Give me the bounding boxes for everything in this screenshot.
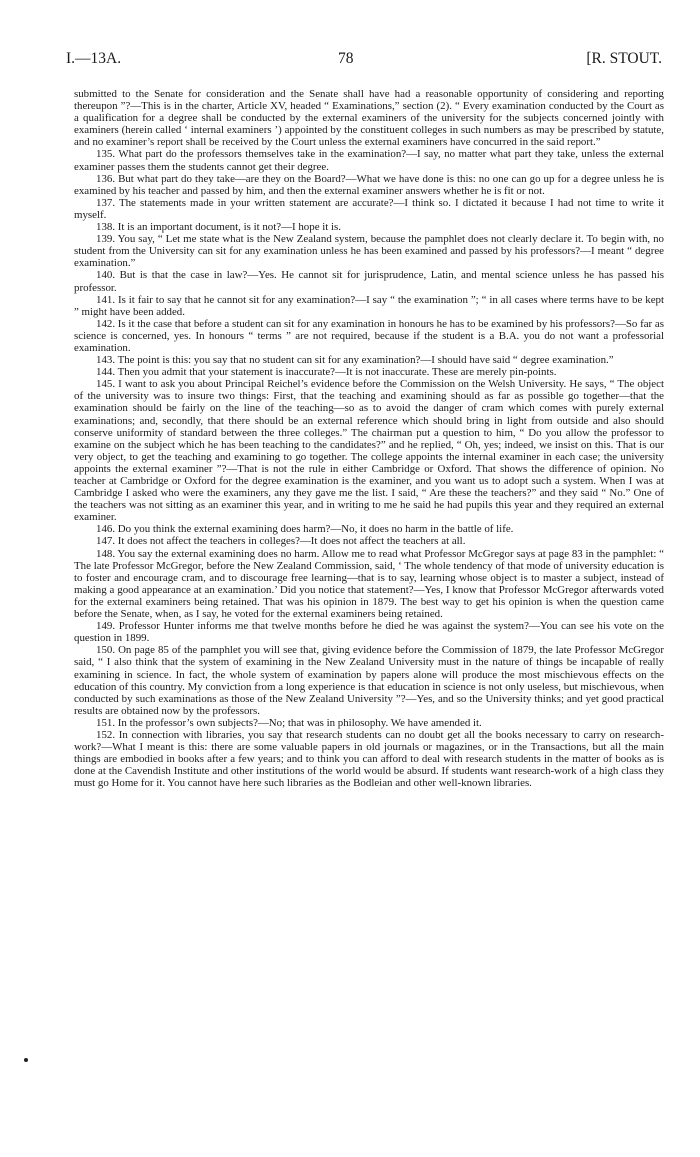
paragraph: 149. Professor Hunter informs me that twelve months before he died he was against the system?—You can see his vote on the question in 1899.: [74, 620, 664, 645]
paragraph: 140. But is that the case in law?—Yes. He cannot sit for jurisprudence, Latin, and mental science unless he has passed his professor.: [74, 269, 664, 294]
paragraph: 147. It does not affect the teachers in colleges?—It does not affect the teachers at all.: [96, 535, 466, 548]
page-header: [66, 50, 662, 76]
paragraph: 136. But what part do they take—are they on the Board?—What we have done is this: no one can go up for a degree unless he is examined by his teacher and passed by him, and then the external examiner answers whether he is fit or not.: [74, 172, 664, 197]
page-number: 78: [338, 50, 354, 67]
paragraph: 145. I want to ask you about Principal Reichel’s evidence before the Commission on the Welsh University. He says, “ The object of the university was to insure two things: First, that the teaching and examining should as far as possible go together—that the examination should be fairly on the line of the teaching—so as to avoid the danger of cram which comes with purely external examinations; and, secondly, that there should be an external reference which should bring in light from outside and also should conserve uniformity of standard between the three colleges.” The chairman put a question to him, “ Do you allow the professor to examine on the subject which he has been teaching to the candidates?” and he replied, “ Oh, yes; indeed, we insist on this. That is our very object, to get the teaching and examining to go together. The college appoints the internal examiner in each case; the university appoints the external examiner ”?—That is not the rule in either Cambridge or Oxford. That shows the difference of opinion. No teacher at Cambridge or Oxford for the degree examination is the examiner, and you want us to adopt such a system. When I was at Cambridge I asked who were the examiners, any they gave me the list. I said, “ Are these the teachers?” and they said “ No.” One of the teachers was not sitting as an examiner this year, and in writing to me he said he had pupils this year and they required an external examiner.: [74, 378, 664, 524]
paragraph: 144. Then you admit that your statement is inaccurate?—It is not inaccurate. These are merely pin-points.: [96, 366, 557, 379]
margin-mark: [24, 1058, 28, 1062]
testimony-text: [74, 88, 664, 789]
paragraph: 152. In connection with libraries, you say that research students can no doubt get all the books necessary to carry on research-work?—What I meant is this: there are some valuable papers in old journals or magazines, or in the Transactions, but all the main things are embodied in books after a few years; and to think you can afford to deal with research students in the matter of books as is done at the Cavendish Institute and other institutions of the world would be absurd. If students want research-work of a high class they must go Home for it. You cannot have here such libraries as the Bodleian and other well-known libraries.: [74, 728, 664, 790]
paper-reference: I.—13A.: [66, 50, 122, 67]
paragraph: 142. Is it the case that before a student can sit for any examination in honours he has to be examined by his professors?—So far as science is concerned, yes. In honours “ terms ” are not required, because if the student is a B.A. you do not want a professorial examination.: [74, 317, 664, 354]
paragraph: 138. It is an important document, is it not?—I hope it is.: [96, 221, 342, 234]
paragraph: 148. You say the external examining does no harm. Allow me to read what Professor McGregor says at page 83 in the pamphlet: “ The late Professor McGregor, before the New Zealand Commission, said, ‘ The whole tendency of that mode of university education is to foster and encourage cram, and to discourage free learning—that is to say, learning whose object is to master a subject, instead of making a good appearance at an examination.’ Did you notice that statement?—Yes, I know that Professor McGregor afterwards voted for the external examiners being retained. That was his opinion in 1879. The best way to get his opinion is when the question came before the Senate, when, as I say, he voted for the external examiners being retained.: [74, 547, 664, 621]
paragraph: 143. The point is this: you say that no student can sit for any examination?—I should have said “ degree examination.”: [96, 354, 614, 367]
witness-name: [R. STOUT.: [586, 50, 662, 67]
paragraph: 135. What part do the professors themselves take in the examination?—I say, no matter what part they take, unless the external examiner passes them the students cannot get their degree.: [74, 148, 664, 173]
paragraph: 151. In the professor’s own subjects?—No; that was in philosophy. We have amended it.: [96, 716, 482, 729]
paragraph: 141. Is it fair to say that he cannot sit for any examination?—I say “ the examination ”; “ in all cases where terms have to be kept ” might have been added.: [74, 293, 664, 318]
paragraph: 139. You say, “ Let me state what is the New Zealand system, because the pamphlet does not clearly declare it. To begin with, no student from the University can sit for any examination unless he has been examined and passed by his professors?—I meant “ degree examination.”: [74, 233, 664, 270]
paragraph: submitted to the Senate for consideration and the Senate shall have had a reasonable opportunity of considering and reporting thereupon ”?—This is in the charter, Article XV, headed “ Examinations,” section (2). “ Every examination conducted by the Court as a qualification for a degree shall be conducted by the external examiners of the university for the subjects concerned jointly with examiners (herein called ‘ internal examiners ’) appointed by the constituent colleges in such numbers as may be prescribed by statute, and no examiner’s report shall be received by the Court unless the external examiners have concurred in the said report.”: [74, 88, 664, 149]
paragraph: 146. Do you think the external examining does harm?—No, it does no harm in the battle of life.: [96, 523, 514, 536]
paragraph: 150. On page 85 of the pamphlet you will see that, giving evidence before the Commission of 1879, the late Professor McGregor said, “ I also think that the system of examining in the New Zealand University must in the nature of things be incapable of really examining in science. In fact, the whole system of examination by papers alone will produce the most mischievous effects on the education of this country. My conviction from a long experience is that education in science is not only useless, but mischievous, when conducted by such examinations as those of the New Zealand University ”?—Yes, and so the University thinks; and yet good practical results are obtained now by the professors.: [74, 644, 664, 717]
paragraph: 137. The statements made in your written statement are accurate?—I think so. I dictated it because I had not time to write it myself.: [74, 196, 664, 221]
